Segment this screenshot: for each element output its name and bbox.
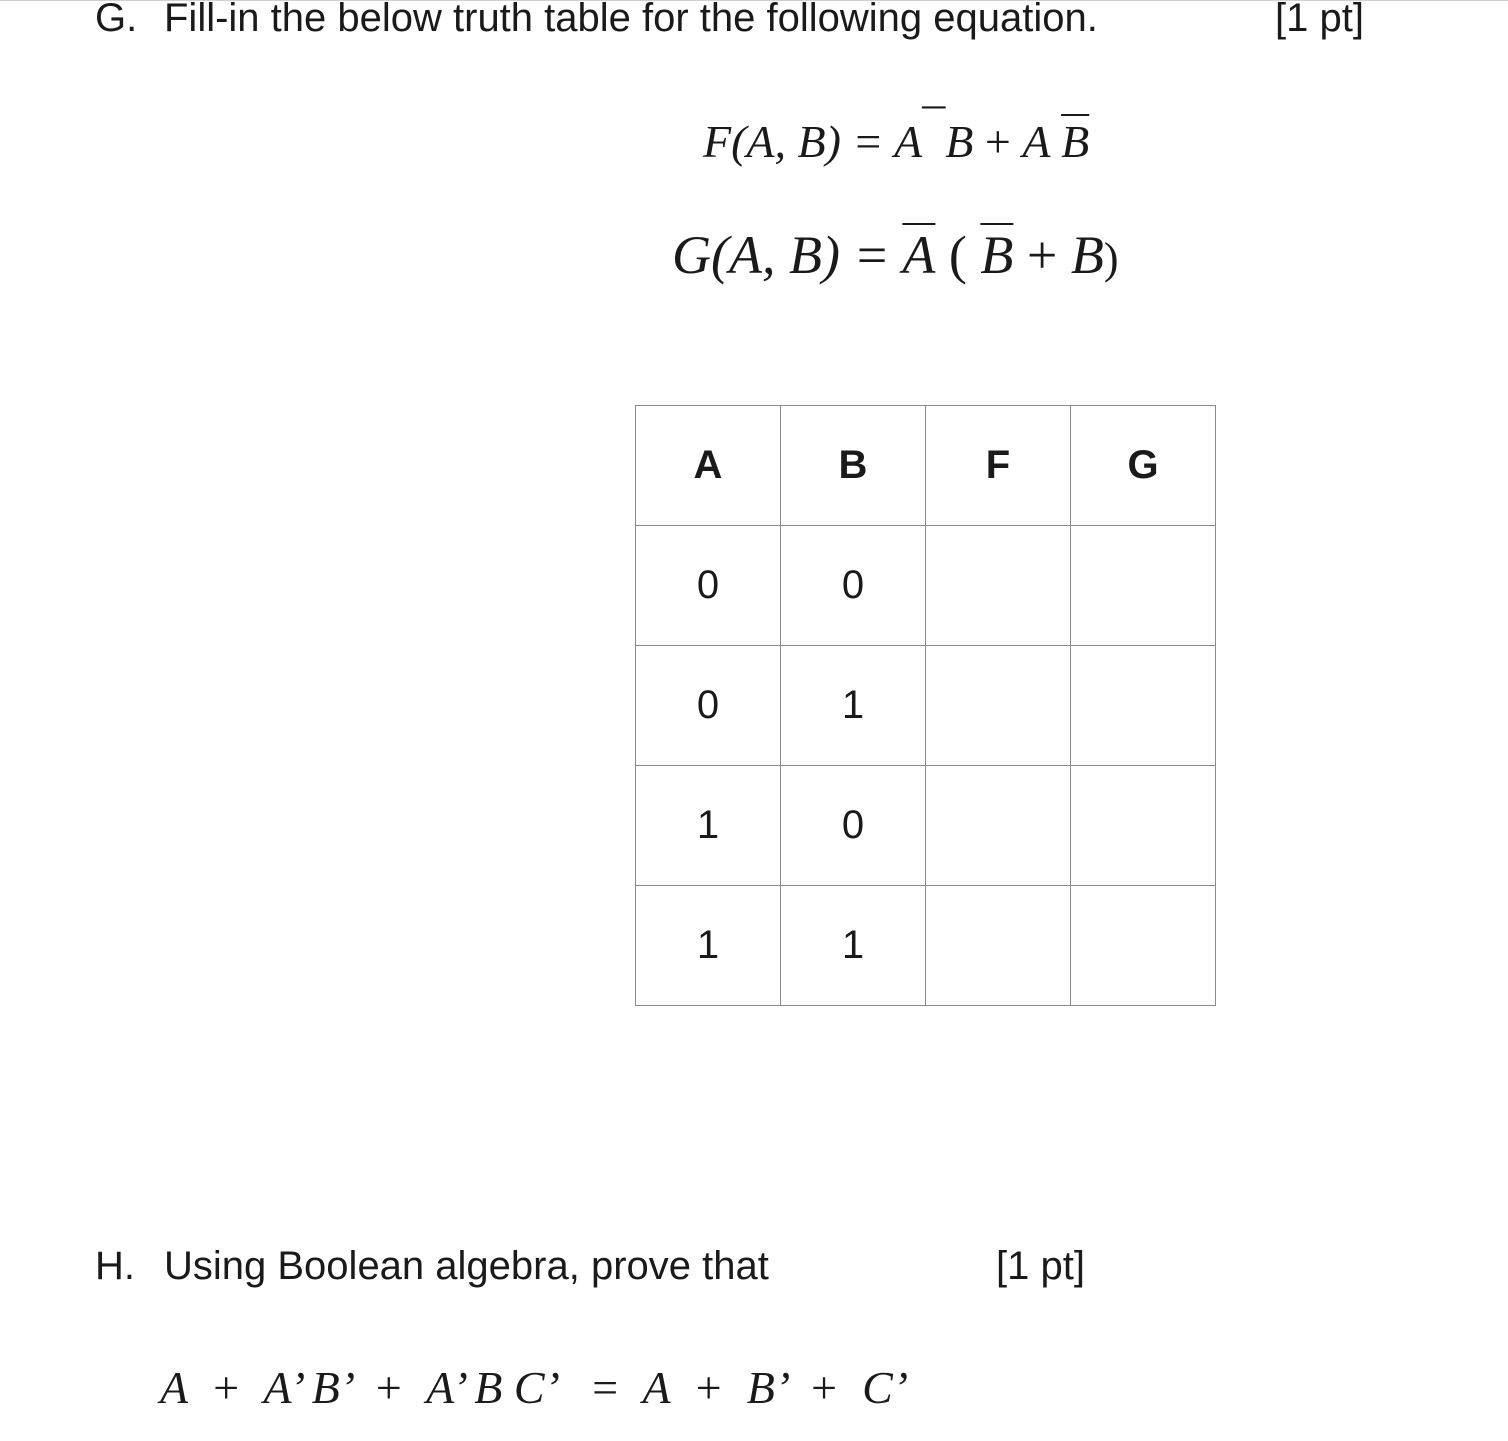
equation-g — [672, 222, 1119, 292]
cell-f[interactable] — [926, 886, 1071, 1006]
table-row — [636, 526, 1216, 646]
equation-f-term1-a: A — [894, 116, 923, 167]
question-g-points: [1 pt] — [1275, 0, 1364, 40]
equation-f-lhs: F(A, B) = — [703, 116, 895, 167]
equation-f-plus: + — [973, 116, 1023, 167]
cell-g[interactable] — [1071, 526, 1216, 646]
question-h-letter: H. — [95, 1244, 135, 1288]
cell-f[interactable] — [926, 766, 1071, 886]
equation-f — [703, 100, 1090, 172]
equation-g-lhs: G(A, B) = — [672, 225, 903, 285]
equation-g-b-bar: $\overline{B}$ — [980, 225, 1014, 285]
cell-b: 0 — [781, 526, 926, 646]
equation-h: A + A’ B’ + A’ B C’ = A + B’ + C’ — [160, 1362, 909, 1413]
cell-b: 0 — [781, 766, 926, 886]
question-h-points: [1 pt] — [996, 1244, 1085, 1288]
table-row — [636, 766, 1216, 886]
table-row — [636, 646, 1216, 766]
cell-a: 0 — [636, 646, 781, 766]
equation-f-term1-b: B — [945, 116, 974, 167]
question-h-prompt: Using Boolean algebra, prove that — [164, 1244, 769, 1288]
cell-b: 1 — [781, 886, 926, 1006]
equation-g-open: ( — [935, 225, 981, 285]
cell-a: 1 — [636, 766, 781, 886]
cell-g[interactable] — [1071, 766, 1216, 886]
cell-g[interactable] — [1071, 886, 1216, 1006]
equation-g-a-bar: $\overline{A}$ — [902, 225, 936, 285]
cell-a: 0 — [636, 526, 781, 646]
header-f: F — [926, 406, 1071, 526]
equation-f-bar-mark: ¯ — [922, 100, 946, 151]
header-g: G — [1071, 406, 1216, 526]
header-a: A — [636, 406, 781, 526]
equation-f-term2-a: A — [1022, 116, 1062, 167]
question-g-prompt: Fill-in the below truth table for the following equation. — [164, 0, 1098, 40]
question-g-letter: G. — [95, 0, 138, 40]
equation-g-close: ) — [1103, 234, 1119, 283]
cell-b: 1 — [781, 646, 926, 766]
table-row — [636, 886, 1216, 1006]
equation-f-term2-b: $\overline{B}$ — [1061, 116, 1090, 167]
equation-g-b: B — [1070, 225, 1104, 285]
cell-g[interactable] — [1071, 646, 1216, 766]
cell-f[interactable] — [926, 646, 1071, 766]
truth-table — [635, 405, 1216, 1006]
truth-table-header-row — [636, 406, 1216, 526]
header-b: B — [781, 406, 926, 526]
equation-g-plus: + — [1013, 225, 1071, 285]
cell-a: 1 — [636, 886, 781, 1006]
cell-f[interactable] — [926, 526, 1071, 646]
